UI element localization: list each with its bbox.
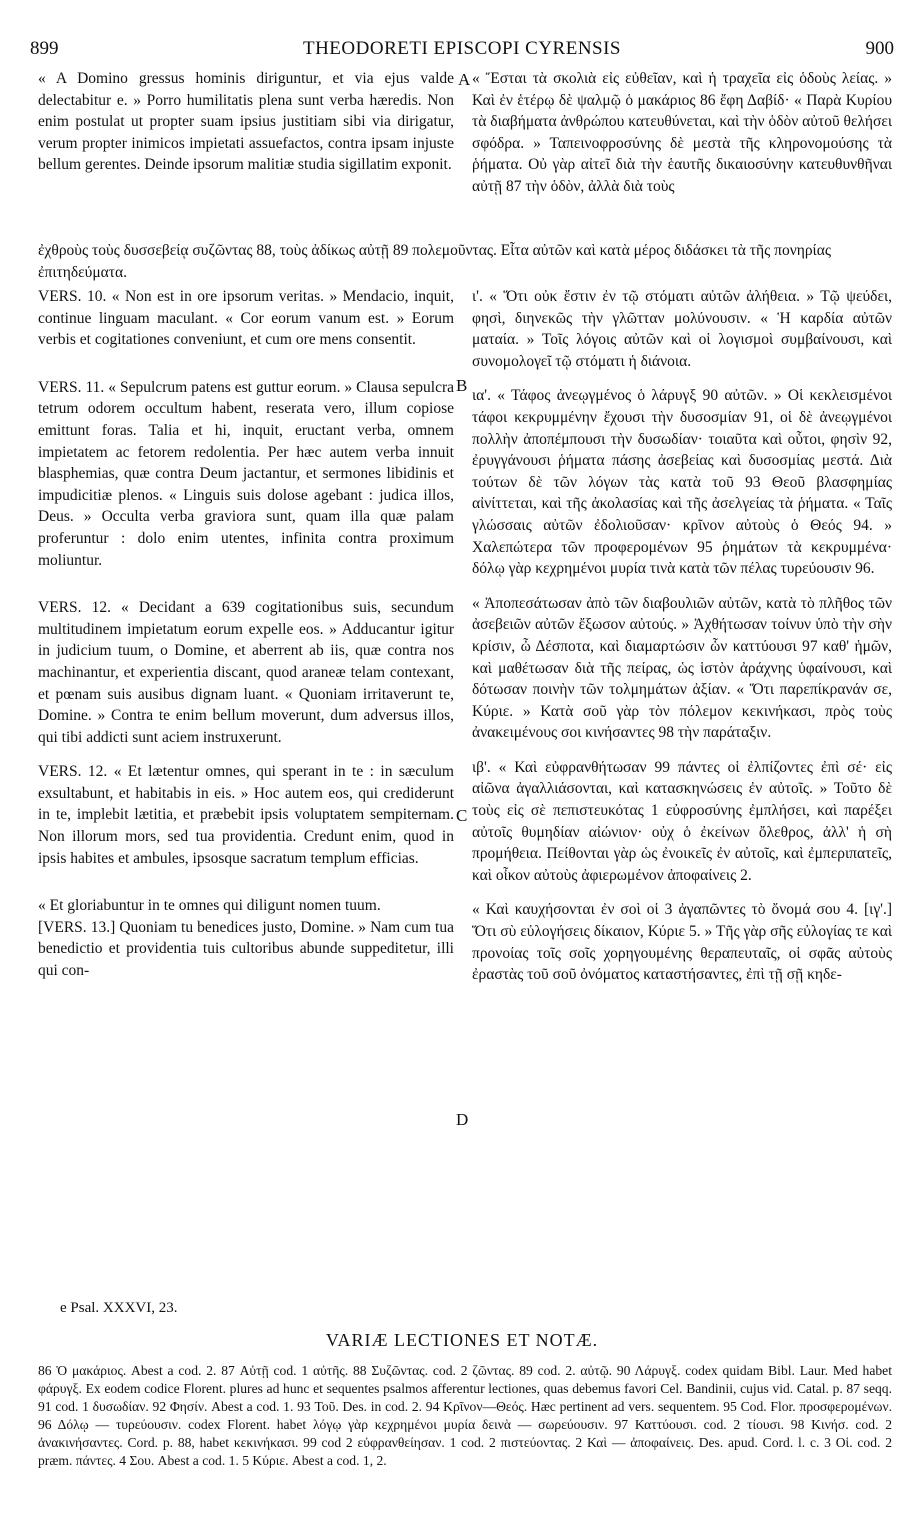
running-header (30, 38, 894, 62)
left-column-main (38, 286, 454, 982)
page-number-right: 900 (865, 38, 894, 59)
greek-verse-10: ι'. « Ὅτι οὐκ ἔστιν ἐν τῷ στόματι αὐτῶν ἀλήθεια. » Τῷ ψεύδει, φησὶ, διηνεκῶς τὴν γλῶτταν μολύνουσιν. « Ἡ καρδία αὐτῶν ματαία. » Τοῖς λόγοις αὐτῶν καὶ οἱ λογισμοὶ συμβαίνουσι, καὶ συνομολογεῖ τῷ στόματι ἡ διάνοια. (472, 288, 892, 370)
margin-marker-a: A (458, 70, 471, 89)
page-number-left: 899 (30, 38, 59, 59)
variae-lectiones-notes (38, 1362, 892, 1470)
margin-marker-d: D (456, 1110, 469, 1129)
latin-verse-10: VERS. 10. « Non est in ore ipsorum veritas. » Mendacio, inquit, continue linguam maculant. « Cor eorum vanum est. » Eorum verbis et cogitationes conveniunt, et cum ore mens consentit. (38, 288, 454, 349)
latin-verse-13: [VERS. 13.] Quoniam tu benedices justo, Domine. » Nam cum tua benedictio et providentia tuis cultoribus abunde suppeditetur, illi qui con- (38, 918, 454, 980)
margin-marker-c: C (456, 806, 468, 825)
latin-verse-12b: VERS. 12. « Et lætentur omnes, qui sperant in te : in sæculum exsultabunt, et habitabis in eis. » Hoc autem eos, qui crediderunt in te, implebit lætitia, et præbebit ipsis voluptatem sempiternam. Non illorum mors, sed tua providentia. Credunt enim, quod in ipsis habites et ambules, ipsosque sacratum templum efficias. (38, 763, 454, 867)
right-column-main (472, 286, 892, 986)
latin-verse-11: VERS. 11. « Sepulcrum patens est guttur eorum. » Clausa sepulcra tetrum odorem occultum habent, reserata vero, illum copiose emittunt foras. Talia et hi, inquit, eructant verba, omnem impietatem ac fetorem redolentia. Per hæc autem verba innuit blasphemias, quæ contra Deum jactantur, et sermones libidinis et impudicitiæ plenos. « Linguis suis dolose agebant : judica illos, Deus. » Occulta verba graviora sunt, quam illa quæ palam proferuntur : dolo enim utentes, infinita contra proximum moliuntur. (38, 378, 454, 569)
greek-verse-13: « Καὶ καυχήσονται ἐν σοὶ οἱ 3 ἀγαπῶντες τὸ ὄνομά σου 4. [ιγ'.] Ὅτι σὺ εὐλογήσεις δίκαιον, Κύριε 5. » Τῆς γὰρ σῆς εὐλογίας τε καὶ προνοίας τοῖς σοῖς χορηγουμένης θεραπευταῖς, οἱ σφᾶς αὐτοὺς ἐραστὰς τοῦ σοῦ ὀνόματος καταστήσαντες, ἐπὶ τῇ σῇ κηδε- (472, 901, 892, 984)
margin-marker-b: B (456, 376, 468, 395)
latin-verse-12a: VERS. 12. « Decidant a 639 cogitationibus suis, secundum multitudinem impietatum eorum expelle eos. » Adducantur igitur in judicium tuum, o Domine, et aberrent ab iis, quæ contra nos machinantur, et experientia discant, quod araneæ telam contexant, et pœnam suis ausibus dignam luant. « Quoniam irritaverunt te, Domine. » Contra te enim bellum moverunt, dum adversus illos, qui tibi addicti sunt aciem instruxerunt. (38, 599, 454, 746)
latin-paragraph: « A Domino gressus hominis diriguntur, et via ejus valde delectabitur e. » Porro humilitatis plena sunt verba hæredis. Non enim postulat ut propter suam ipsius justitiam sibi via dirigatur, verum propter inimicos impietati assuefactos, contra ipsam injuste bellum gerentes. Deinde ipsorum malitiæ studia sigillatim exponit. (38, 70, 454, 174)
full-width-greek (38, 240, 892, 283)
greek-paragraph: « Ἔσται τὰ σκολιὰ εἰς εὐθεῖαν, καὶ ἡ τραχεῖα εἰς ὁδοὺς λείας. » Καὶ ἐν ἑτέρῳ δὲ ψαλμῷ ὁ μακάριος 86 ἔφη Δαβίδ· « Παρὰ Κυρίου τὰ διαβήματα ἀνθρώπου κατευθύνεται, καὶ τὴν ὁδὸν αὐτοῦ θελήσει σφόδρα. » Ταπεινοφροσύνης δὲ μεστὰ τῆς κληρονομούσης τὰ ῥήματα. Οὐ γὰρ αἰτεῖ διὰ τὴν ἑαυτῆς δικαιοσύνην κατευθυνθῆναι αὐτῇ 87 τὴν ὁδὸν, ἀλλὰ διὰ τοὺς (472, 70, 892, 195)
latin-gloriabuntur: « Et gloriabuntur in te omnes qui diligunt nomen tuum. (38, 897, 381, 915)
greek-verse-12a: « Ἀποπεσάτωσαν ἀπὸ τῶν διαβουλιῶν αὐτῶν, κατὰ τὸ πλῆθος τῶν ἀσεβειῶν αὐτῶν ἔξωσον αὐτούς. » Ἀχθήτωσαν τοίνυν ὑπὸ τὴν σὴν κρίσιν, ὦ Δέσποτα, καὶ διαμαρτώσιν ὧν καττύουσι 97 καθ' ἡμῶν, καὶ μαθέτωσαν διὰ τῆς πείρας, ὡς ἱστὸν ἀράχνης ὑφαίνουσι, καὶ δότωσαν ποινὴν τῶν τολμημάτων ἀξίαν. « Ὅτι παρεπίκρανάν σε, Κύριε. » Κατὰ σοῦ γὰρ τὸν πόλεμον κεκινήκασι, πρὸς τοὺς ἀνακειμένους σοι κινήσαντες 98 τὴν παράταξιν. (472, 594, 892, 742)
greek-verse-12b: ιβ'. « Καὶ εὐφρανθήτωσαν 99 πάντες οἱ ἐλπίζοντες ἐπὶ σέ· εἰς αἰῶνα ἀγαλλιάσονται, καὶ κατασκηνώσεις ἐν αὐτοῖς. » Τοῦτο δὲ τοὺς εἰς σὲ πεπιστευκότας 1 εὐφροσύνης ἐμπλήσει, καὶ παρέξει αὐτοῖς θυμηδίαν αἰώνιον· οὐχ ὁ ἐκείνων ὄλεθρος, ἀλλ' ἡ σὴ προμήθεια. Πείθονται γὰρ ὡς ἐνοικεῖς ἐν αὐτοῖς, καὶ ἐμπεριπατεῖς, καὶ οἶκον αὐτοὺς ἀφιερωμένον ἀποφαίνεις 2. (472, 758, 892, 884)
left-column-top (38, 68, 454, 176)
notes-text: 86 Ὁ μακάριος. Abest a cod. 2. 87 Αὐτῇ cod. 1 αὐτῆς. 88 Συζῶντας. cod. 2 ζῶντας. 89 cod. 2. αὐτῷ. 90 Λάρυγξ. codex quidam Bibl. Laur. Med habet φάρυγξ. Ex eodem codice Florent. plures ad hunc et sequentes psalmos afferentur lectiones, quas debemus favori Cel. Bandinii, cujus vid. Catal. p. 87 seqq. 91 cod. 1 δυσωδίαν. 92 Φησίν. Abest a cod. 1. 93 Τοῦ. Des. in cod. 2. 94 Κρῖνον—Θεός. Hæc pertinent ad vers. sequentem. 95 Cod. Flor. προσφερομένων. 96 Δόλῳ — τυρεύουσιν. codex Florent. habet λόγῳ γὰρ κεχρημένοι μυρία δεινὰ — σωρεύουσιν. 97 Καττύουσι. cod. 2 τίουσι. 98 Κινήσ. cod. 2 ἀνακινήσαντες. Cord. p. 88, habet κεκινήκασι. 99 cod 2 εὐφρανθείησαν. 1 cod. 2 πιστεύοντας. 2 Καὶ — ἀποφαίνεις. Des. apud. Cord. l. c. 3 Οἱ. cod. 2 præm. πάντες. 4 Σου. Abest a cod. 1. 5 Κύριε. Abest a cod. 1, 2. (38, 1363, 892, 1468)
greek-verse-11: ια'. « Τάφος ἀνεῳγμένος ὁ λάρυγξ 90 αὐτῶν. » Οἱ κεκλεισμένοι τάφοι κεκρυμμένην ἔχουσι τὴν δυσοσμίαν 91, οἱ δὲ ἀνεῳγμένοι πολλὴν ἀποπέμπουσι τὴν δυσωδίαν· τοιαῦτα καὶ οὗτοι, φησὶν 92, ἐρυγγάνουσι ῥήματα πάσης ἀσεβείας καὶ δυσοσμίας μεστά. Διὰ τούτων δὲ τῶν λόγων τὰς κατὰ τοῦ 93 Θεοῦ βλασφημίας αἰνίττεται, καὶ τῆς ἀκολασίας καὶ τῆς ἀσελγείας τὰ ῥήματα. « Ταῖς γλώσσαις αὐτῶν ἐδολιοῦσαν· κρῖνον αὐτοὺς ὁ Θεός 94. » Χαλεπώτερα τῶν προφερομένων 95 ῥημάτων τὰ κεκρυμμένα· δόλῳ γὰρ κεχρημένοι μυρία τινὰ κατὰ τῶν πέλας τυρεύουσιν 96. (472, 387, 892, 578)
running-title: THEODORETI EPISCOPI CYRENSIS (302, 38, 622, 59)
right-column-top (472, 68, 892, 198)
scripture-footnote: e Psal. XXXVI, 23. (60, 1300, 178, 1316)
greek-paragraph: ἐχθροὺς τοὺς δυσσεβείᾳ συζῶντας 88, τοὺς ἀδίκως αὐτῇ 89 πολεμοῦντας. Εἶτα αὐτῶν καὶ κατὰ μέρος διδάσκει τὰ τῆς πονηρίας ἐπιτηδεύματα. (38, 242, 831, 281)
variae-lectiones-title: VARIÆ LECTIONES ET NOTÆ. (325, 1330, 599, 1350)
